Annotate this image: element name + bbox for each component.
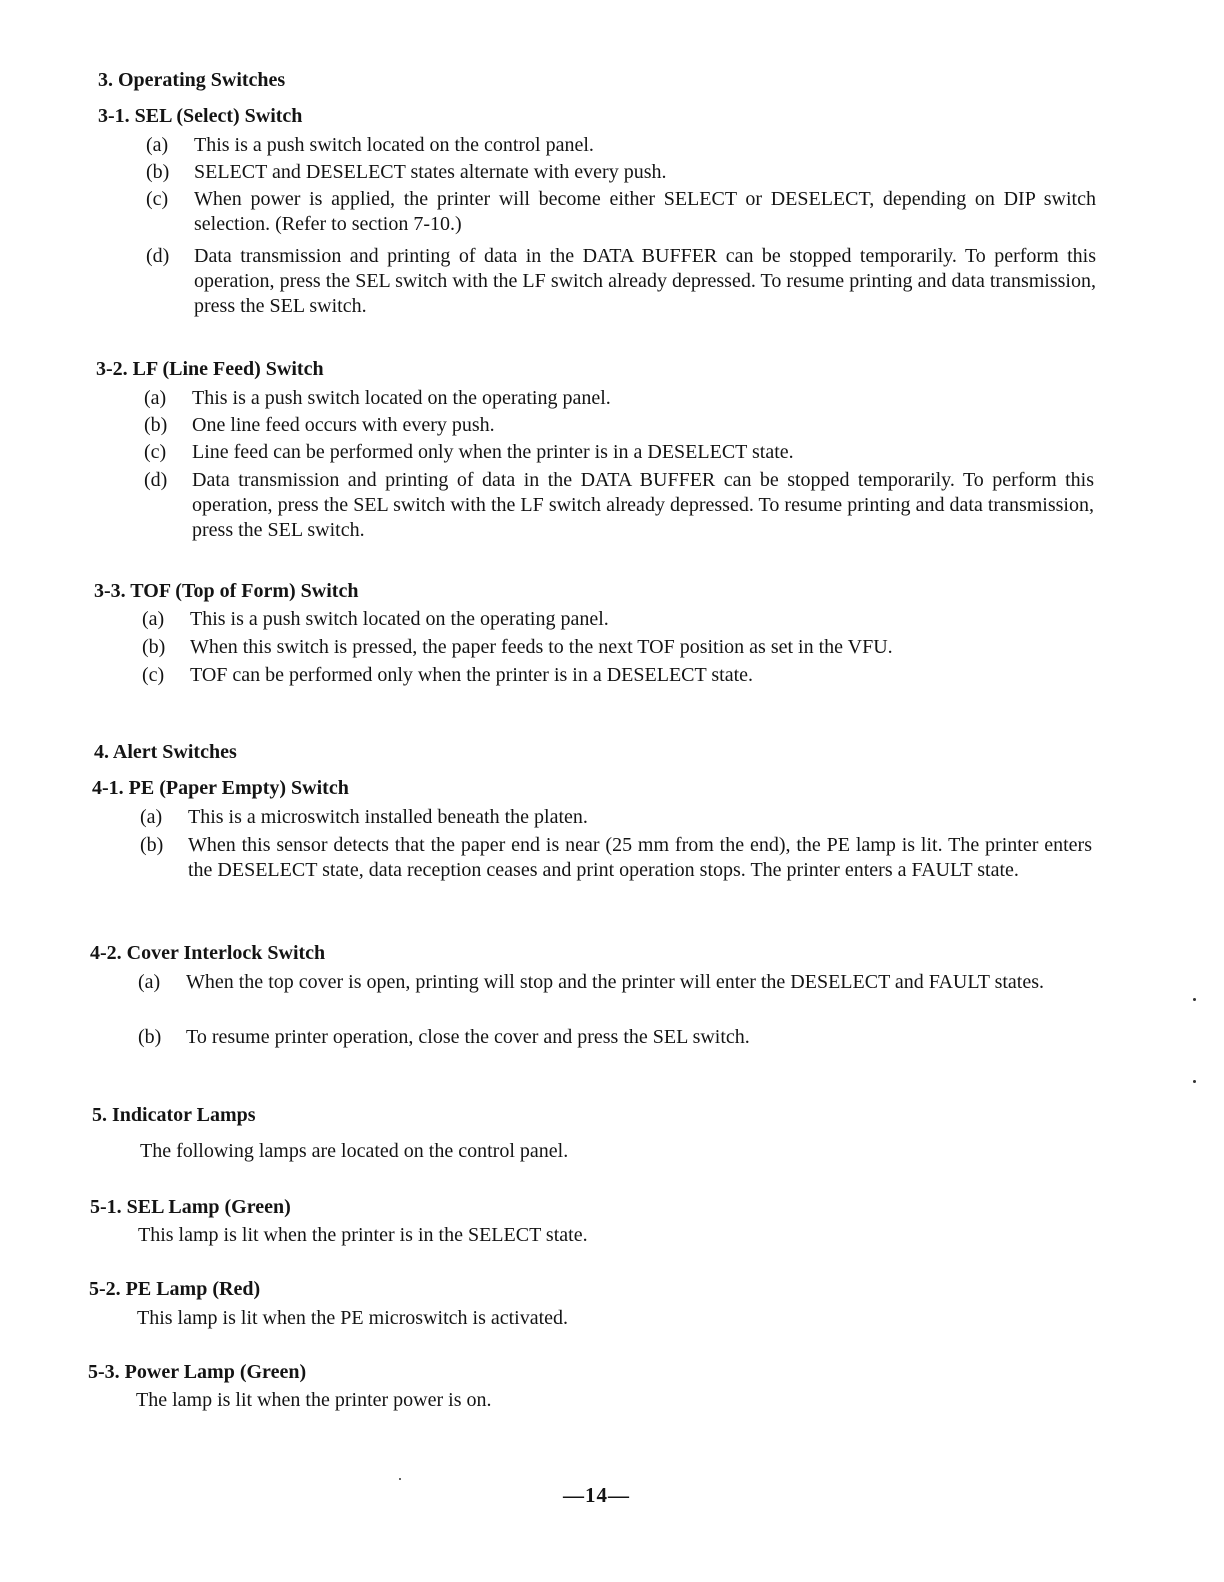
subsection-heading-lf-switch: 3-2. LF (Line Feed) Switch [96, 358, 324, 380]
item-text: This is a push switch located on the operating panel. [190, 608, 609, 630]
item-text: When power is applied, the printer will become either SELECT or DESELECT, depending on DIP switch selection. (Refer to section 7-10.) [194, 188, 1096, 235]
item-label: (a) [144, 387, 167, 409]
item-label: (b) [142, 636, 166, 658]
subsection-heading-sel-switch: 3-1. SEL (Select) Switch [98, 105, 303, 127]
list-item-sel-c [146, 187, 1096, 237]
subsection-heading-pe-switch: 4-1. PE (Paper Empty) Switch [92, 777, 349, 799]
item-label: (a) [146, 134, 169, 156]
subsection-heading-sel-lamp: 5-1. SEL Lamp (Green) [90, 1196, 291, 1218]
list-item-cover-b [138, 1025, 1090, 1050]
item-label: (a) [142, 608, 165, 630]
item-text: SELECT and DESELECT states alternate with every push. [194, 161, 667, 183]
list-item-tof-a [142, 607, 1092, 632]
item-text: Data transmission and printing of data in the DATA BUFFER can be stopped temporarily. To perform this operation, press the SEL switch with the LF switch already depressed. To resume printing and data transmission, press the SEL switch. [194, 245, 1096, 317]
list-item-pe-a [140, 805, 1092, 830]
item-text: This is a microswitch installed beneath the platen. [188, 806, 588, 828]
subsection-heading-cover-interlock-switch: 4-2. Cover Interlock Switch [90, 942, 326, 964]
list-item-sel-d [146, 244, 1096, 319]
scan-speck [399, 1478, 401, 1480]
item-label: (b) [146, 161, 170, 183]
subsection-heading-tof-switch: 3-3. TOF (Top of Form) Switch [94, 580, 359, 602]
item-text: This is a push switch located on the operating panel. [192, 387, 611, 409]
item-text: Line feed can be performed only when the printer is in a DESELECT state. [192, 441, 794, 463]
item-label: (b) [144, 414, 168, 436]
indicator-lamps-intro: The following lamps are located on the control panel. [140, 1140, 569, 1162]
item-text: One line feed occurs with every push. [192, 414, 495, 436]
list-item-lf-b [144, 413, 1094, 438]
subsection-heading-pe-lamp: 5-2. PE Lamp (Red) [89, 1278, 261, 1300]
item-label: (a) [140, 806, 163, 828]
item-label: (b) [140, 834, 164, 856]
item-text: This is a push switch located on the control panel. [194, 134, 594, 156]
item-label: (c) [142, 664, 165, 686]
item-label: (d) [146, 245, 170, 267]
item-label: (c) [146, 188, 169, 210]
list-item-sel-b [146, 160, 1096, 185]
item-label: (a) [138, 971, 161, 993]
scan-speck [1193, 998, 1196, 1001]
subsection-heading-power-lamp: 5-3. Power Lamp (Green) [88, 1361, 307, 1383]
section-heading-operating-switches: 3. Operating Switches [98, 69, 286, 91]
item-text: Data transmission and printing of data in the DATA BUFFER can be stopped temporarily. To perform this operation, press the SEL switch with the LF switch already depressed. To resume printing and data transmission, press the SEL switch. [192, 469, 1094, 541]
item-text: When the top cover is open, printing will stop and the printer will enter the DESELECT and FAULT states. [186, 971, 1044, 993]
item-text: When this switch is pressed, the paper feeds to the next TOF position as set in the VFU. [190, 636, 893, 658]
list-item-tof-b [142, 635, 1092, 660]
list-item-lf-c [144, 440, 1094, 465]
item-label: (c) [144, 441, 167, 463]
sel-lamp-description: This lamp is lit when the printer is in the SELECT state. [138, 1224, 588, 1246]
page-number: —14— [563, 1483, 630, 1507]
list-item-cover-a [138, 970, 1090, 1020]
section-heading-alert-switches: 4. Alert Switches [94, 741, 237, 763]
list-item-lf-a [144, 386, 1094, 411]
item-text: TOF can be performed only when the printer is in a DESELECT state. [190, 664, 754, 686]
item-label: (b) [138, 1026, 162, 1048]
list-item-sel-a [146, 133, 1096, 158]
item-text: To resume printer operation, close the cover and press the SEL switch. [186, 1026, 750, 1048]
list-item-lf-d [144, 468, 1094, 543]
section-heading-indicator-lamps: 5. Indicator Lamps [92, 1104, 256, 1126]
scan-speck [1193, 1080, 1196, 1083]
list-item-pe-b [140, 833, 1092, 908]
list-item-tof-c [142, 663, 1092, 688]
item-label: (d) [144, 469, 168, 491]
item-text: When this sensor detects that the paper end is near (25 mm from the end), the PE lamp is lit. The printer enters the DESELECT state, data reception ceases and print operation stops. The printer enters a FAULT state. [188, 834, 1092, 881]
pe-lamp-description: This lamp is lit when the PE microswitch is activated. [137, 1307, 569, 1329]
power-lamp-description: The lamp is lit when the printer power is on. [136, 1389, 492, 1411]
